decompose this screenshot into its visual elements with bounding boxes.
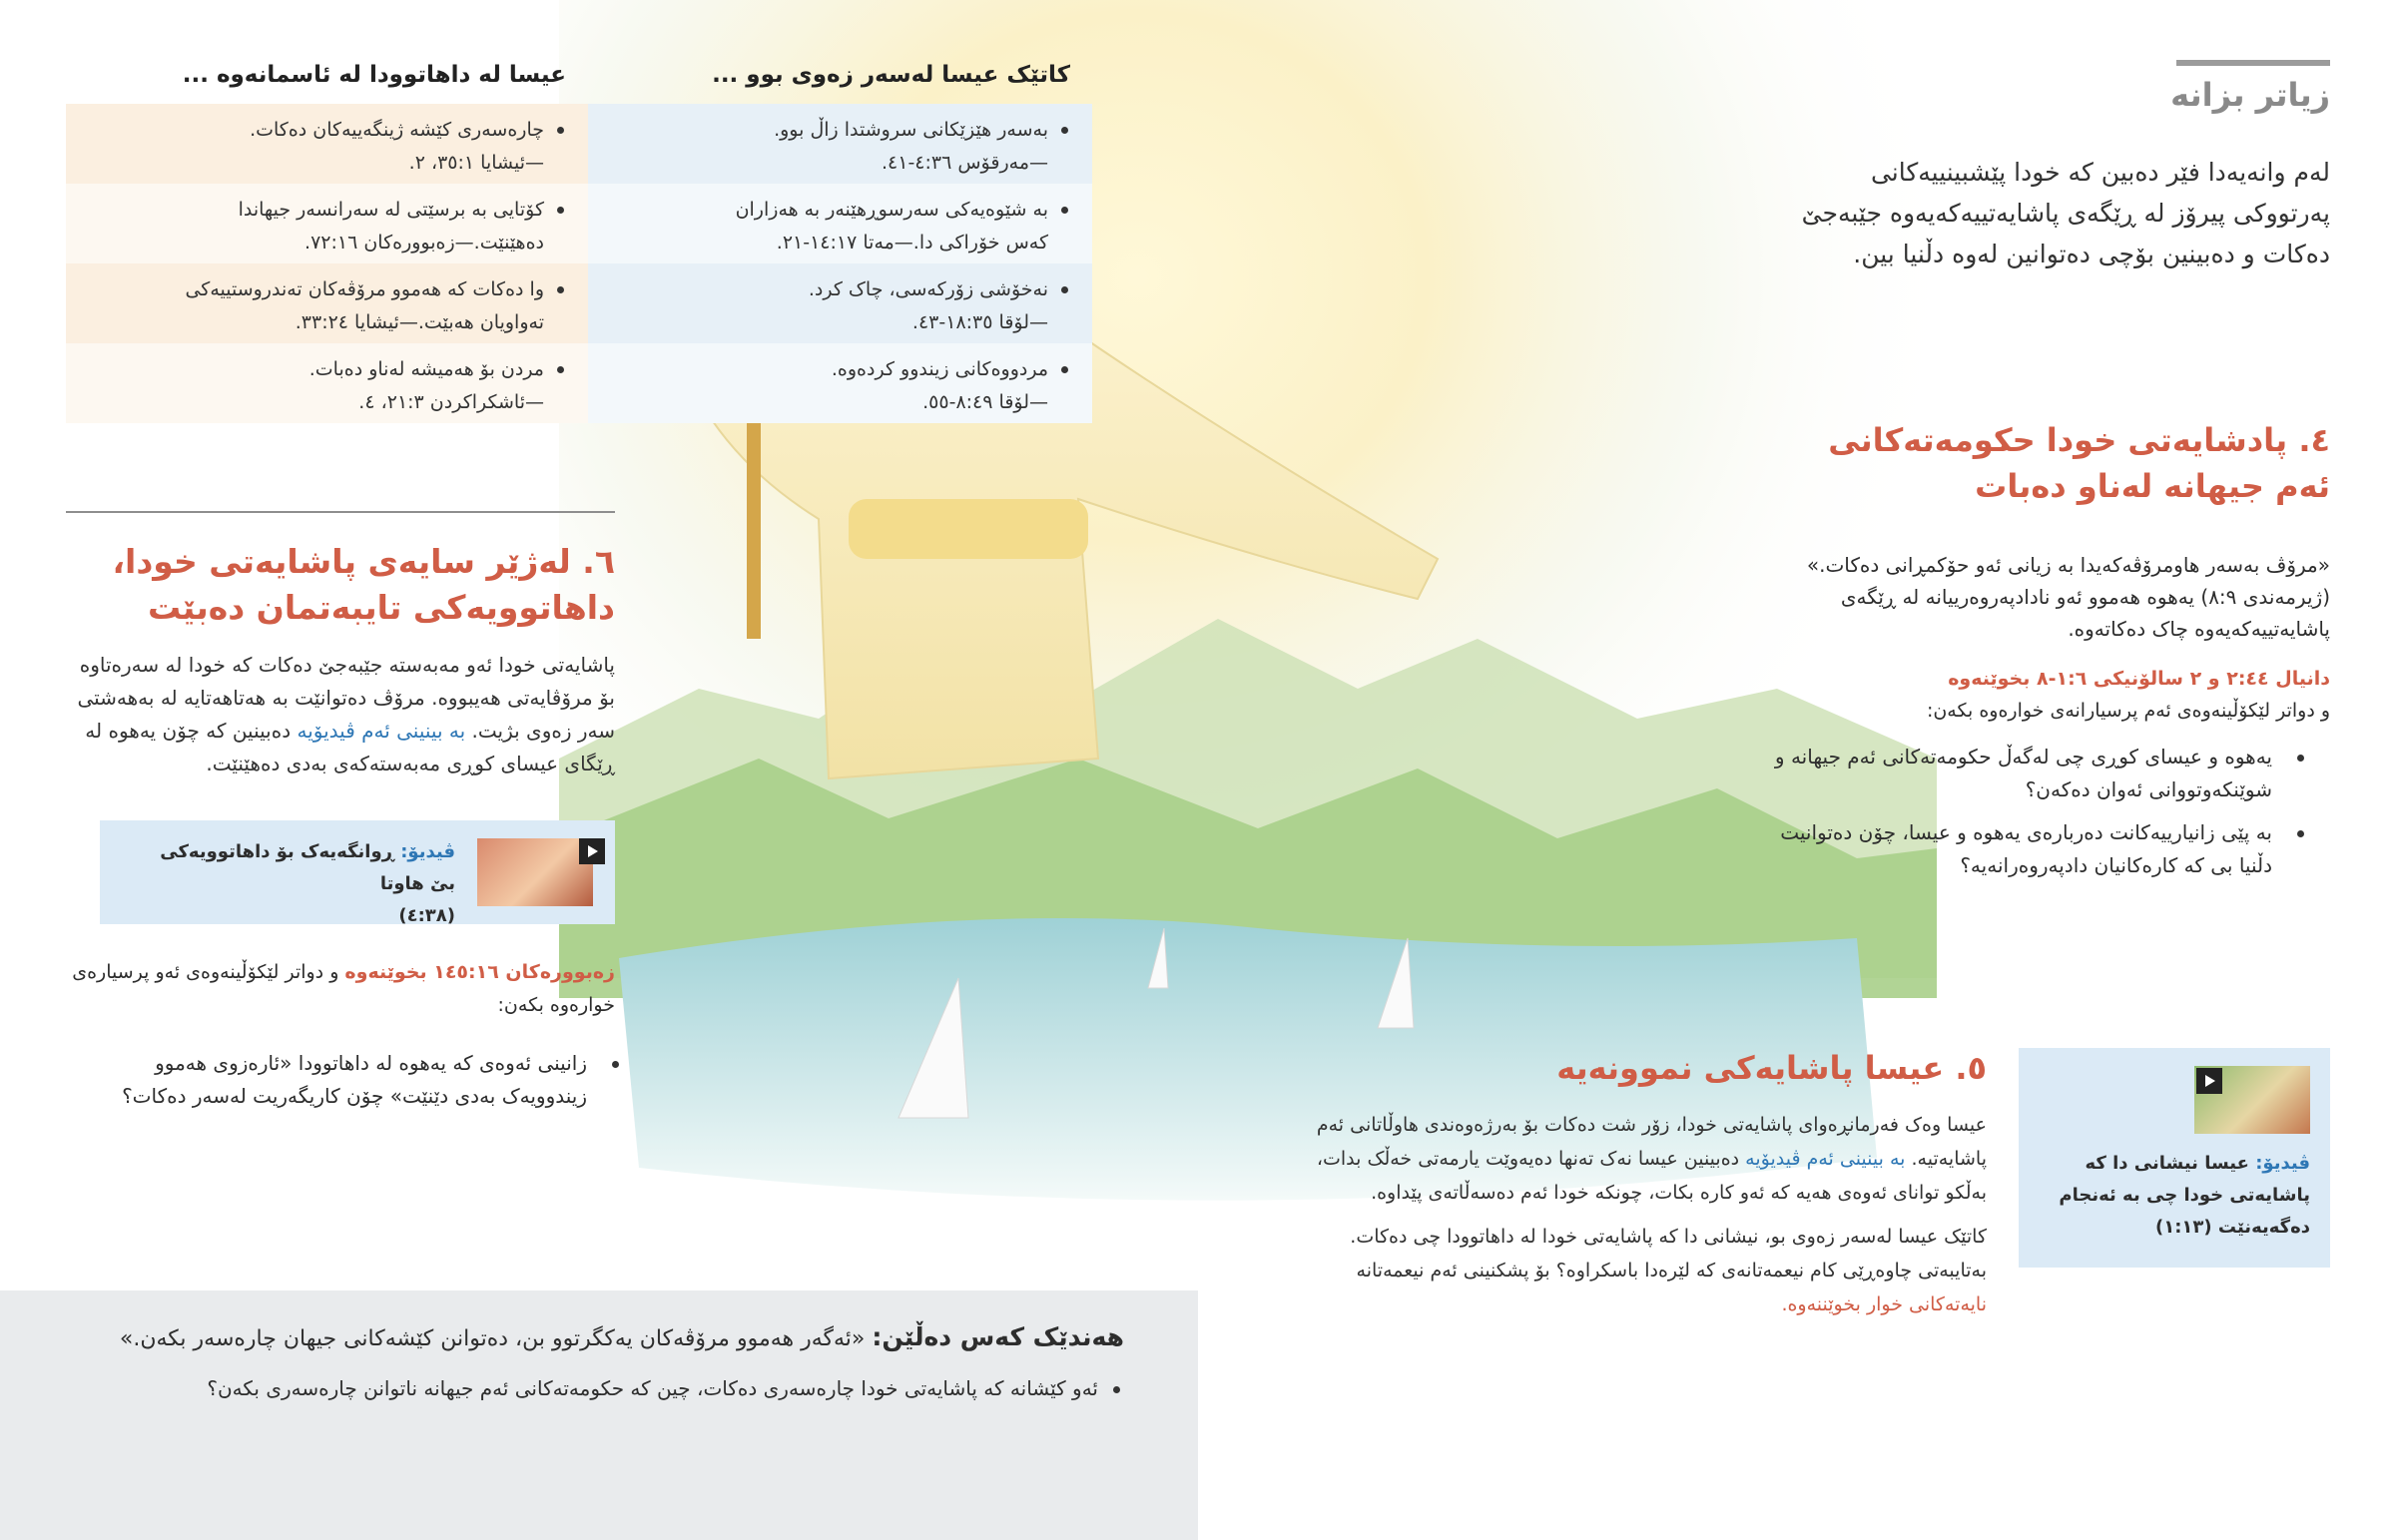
discussion-question: یەهوە و عیسای کوڕی چی لەگەڵ حکومەتەکانی ئەم جیهانە و شوێنکەوتووانی ئەوان دەکەن؟ [1771, 741, 2272, 806]
comparison-text: چارەسەری کێشە ژینگەییەکان دەکات. [250, 119, 544, 141]
scripture-reference[interactable]: —لۆقا ١٨:٣٥-٤٣. [911, 311, 1048, 333]
scripture-reference[interactable]: —ئاشکراکردن ٢١:٣، ٤. [358, 391, 544, 413]
video-caption[interactable] [156, 836, 455, 932]
read-instruction-text: و دواتر لێکۆڵینەوەی ئەو پرسیارەی خوارەوە بکەن: [72, 961, 615, 1016]
comparison-text: بەسەر هێزێکانی سروشتدا زاڵ بوو. [774, 119, 1048, 141]
scripture-reference[interactable]: —ئیشایا ٣٥:١، ٢. [408, 152, 544, 174]
body-text: دەبینین کە چۆن یەهوە لە ڕێگای عیسای کوڕی مەبەستەکەی بەدی دەهێنێت. [85, 719, 615, 775]
read-instruction-text: و دواتر لێکۆڵینەوەی ئەم پرسیارانەی خوارەوە بکەن: [1926, 700, 2330, 722]
section-4-title [1771, 417, 2330, 509]
section-4-title-line: ئەم جیهانە لەناو دەبات [1975, 467, 2330, 505]
video-label: ڤیدیۆ: [2255, 1153, 2310, 1174]
comparison-row [66, 343, 588, 423]
scripture-reference[interactable]: —مەرقۆس ٤:٣٦-٤١. [881, 152, 1048, 174]
section-6-title-line: ٦. لەژێر سایەی پاشایەتی خودا، [112, 542, 615, 581]
play-icon[interactable] [579, 838, 605, 864]
comparison-text: نەخۆشی زۆرکەسی، چاک کرد. [808, 278, 1048, 300]
learn-more-heading: زیاتر بزانە [2170, 76, 2330, 114]
section-6-questions [66, 1033, 615, 1123]
discussion-question: ئەو کێشانە کە پاشایەتی خودا چارەسەری دەکات، چین کە حکومەتەکانی ئەم جیهانە ناتوانن چارەسەری بکەن؟ [100, 1372, 1098, 1405]
body-text: کاتێک عیسا لەسەر زەوی بو، نیشانی دا کە پاشایەتی خودا لە داهاتوودا چی دەکات. بەتایبەتی چاوەڕێی کام نیعمەتانەی کە لێرەدا باسکراوە؟ بۆ پشکنینی ئەم نیعمەتانە [1350, 1226, 1987, 1282]
video-title: ڕوانگەیەک بۆ داهاتوویەکی بێ هاوتا [160, 841, 455, 894]
some-people-say-quote: «ئەگەر هەموو مرۆڤەکان یەکگرتوو بن، دەتوانن کێشەکانی جیهان چارەسەر بکەن.» [119, 1326, 866, 1351]
video-title: عیسا نیشانی دا کە پاشایەتی خودا چی بە ئەنجام دەگەیەنێت [2059, 1153, 2310, 1238]
comparison-row [66, 184, 588, 263]
body-text: پاشایەتی خودا ئەو مەبەستە جێبەجێ دەکات کە خودا لە سەرەتاوە بۆ مرۆڤایەتی هەیبووە. مرۆڤ دەتوانێت بە هەتاهەتایە لە بەهەشتی سەر زەوی بژیت. [77, 653, 615, 743]
comparison-earth-column [588, 58, 1092, 423]
video-duration: (١:١٣) [2154, 1217, 2212, 1238]
some-people-say-label: هەندێک کەس دەڵێن: [872, 1322, 1124, 1351]
video-label: ڤیدیۆ: [400, 841, 455, 862]
comparison-row [588, 184, 1092, 263]
comparison-row [588, 343, 1092, 423]
section-divider [2176, 60, 2330, 66]
scripture-reference[interactable]: دەهێنێت.—زەبوورەکان ٧٢:١٦. [304, 232, 544, 254]
section-4-read-instruction [1771, 663, 2330, 727]
video-thumbnail[interactable] [477, 838, 593, 906]
comparison-text: مردن بۆ هەمیشە لەناو دەبات. [308, 358, 544, 380]
some-people-say-questions [100, 1372, 1124, 1415]
comparison-row [66, 263, 588, 343]
section-5-title: ٥. عیسا پاشایەکی نموونەیە [1556, 1049, 1987, 1087]
video-caption[interactable] [2051, 1148, 2310, 1244]
section-4-questions [1771, 741, 2330, 882]
comparison-earth-header: کاتێک عیسا لەسەر زەوی بوو ... [712, 62, 1070, 88]
section-5 [1278, 1046, 1987, 1321]
section-6-body [66, 649, 615, 780]
section-6 [66, 539, 615, 780]
discussion-question: زانینی ئەوەی کە یەهوە لە داهاتوودا «ئارەزوی هەموو زیندوویەک بەدی دێنێت» چۆن کاریگەریت لەسەر دەکات؟ [66, 1047, 587, 1113]
section-5-paragraph [1278, 1220, 1987, 1321]
section-6-read-instruction [66, 956, 615, 1022]
read-scriptures-link[interactable]: نایەتەکانی خوار بخوێننەوە. [1781, 1293, 1987, 1315]
body-text: عیسا وەک فەرمانڕەوای پاشایەتی خودا، زۆر شت دەکات بۆ بەرژەوەندی هاوڵاتانی ئەم پاشایەتیە. [1316, 1114, 1987, 1170]
watch-video-link[interactable]: بە بینینی ئەم ڤیدیۆیە [1745, 1148, 1906, 1170]
body-text: دەبینین عیسا نەک تەنها دەیەوێت یارمەتی خەڵک بدات، بەڵکو توانای ئەوەی هەیە کە ئەو کارە بکات، چونکە خودا ئەم دەسەڵاتەی پێداوە. [1316, 1148, 1987, 1204]
scripture-reading-link[interactable]: دانیال ٢:٤٤ و ٢ سالۆنیکی ١:٦-٨ بخوێنەوە [1948, 668, 2330, 690]
comparison-text: کۆتایی بە برسێتی لە سەرانسەر جیهاندا [238, 199, 544, 221]
comparison-text: وا دەکات کە هەموو مرۆڤەکان تەندروستییەکی [185, 278, 544, 300]
comparison-future-header: عیسا لە داهاتوودا لە ئاسمانەوە ... [182, 62, 566, 88]
comparison-earth-rows [588, 104, 1092, 423]
video-duration: (٤:٣٨) [398, 905, 455, 926]
video-card-future[interactable] [100, 820, 615, 924]
section-divider [66, 511, 615, 513]
learn-more-intro: لەم وانەیەدا فێر دەبین کە خودا پێشبینییەکانی پەرتووکی پیرۆز لە ڕێگەی پاشایەتییەکەیەوە جێبەجێ دەکات و دەبینین بۆچی دەتوانین لەوە دڵنیا بین. [1801, 158, 2330, 268]
watch-video-link[interactable]: بە بینینی ئەم ڤیدیۆیە [297, 719, 466, 743]
play-icon[interactable] [2196, 1068, 2222, 1094]
scripture-reference[interactable]: —لۆقا ٨:٤٩-٥٥. [922, 391, 1048, 413]
comparison-text: مردووەکانی زیندوو کردەوە. [831, 358, 1048, 380]
section-4 [1771, 417, 2330, 892]
comparison-future-rows [66, 104, 588, 423]
comparison-future-column [66, 58, 588, 423]
scripture-reading-link[interactable]: زەبوورەکان ١٤٥:١٦ بخوێنەوە [344, 961, 615, 983]
section-5-paragraph [1278, 1108, 1987, 1210]
section-4-quote: «مرۆڤ بەسەر هاومرۆڤەکەیدا بە زیانی ئەو حۆکمڕانی دەکات.» (ژیرمەندی ٨:٩) یەهوە هەموو ئەو نادادپەروەرییانە لە ڕێگەی پاشایەتییەکەیەوە چاک دەکاتەوە. [1806, 553, 2330, 641]
comparison-row [588, 104, 1092, 184]
section-4-title-line: ٤. پادشایەتی خودا حکومەتەکانی [1828, 421, 2330, 459]
comparison-row [66, 104, 588, 184]
scripture-reference[interactable]: کەس خۆراکی دا.—مەتا ١٤:١٧-٢١. [776, 232, 1048, 254]
video-card-jesus-showed[interactable] [2019, 1048, 2330, 1268]
comparison-row [588, 263, 1092, 343]
some-people-say-statement [106, 1320, 1124, 1356]
discussion-question: بە پێی زانیارییەکانت دەربارەی یەهوە و عیسا، چۆن دەتوانیت دڵنیا بی کە کارەکانیان دادپەروەرانەیە؟ [1771, 816, 2272, 882]
section-6-title-line: داهاتوویەکی تایبەتمان دەبێت [147, 588, 615, 627]
scripture-reference[interactable]: تەواویان هەبێت.—ئیشایا ٣٣:٢٤. [295, 311, 544, 333]
section-6-title [66, 539, 615, 631]
comparison-text: بە شێوەیەکی سەرسوڕهێنەر بە هەزاران [735, 199, 1048, 221]
some-people-say-box [0, 1290, 1198, 1540]
